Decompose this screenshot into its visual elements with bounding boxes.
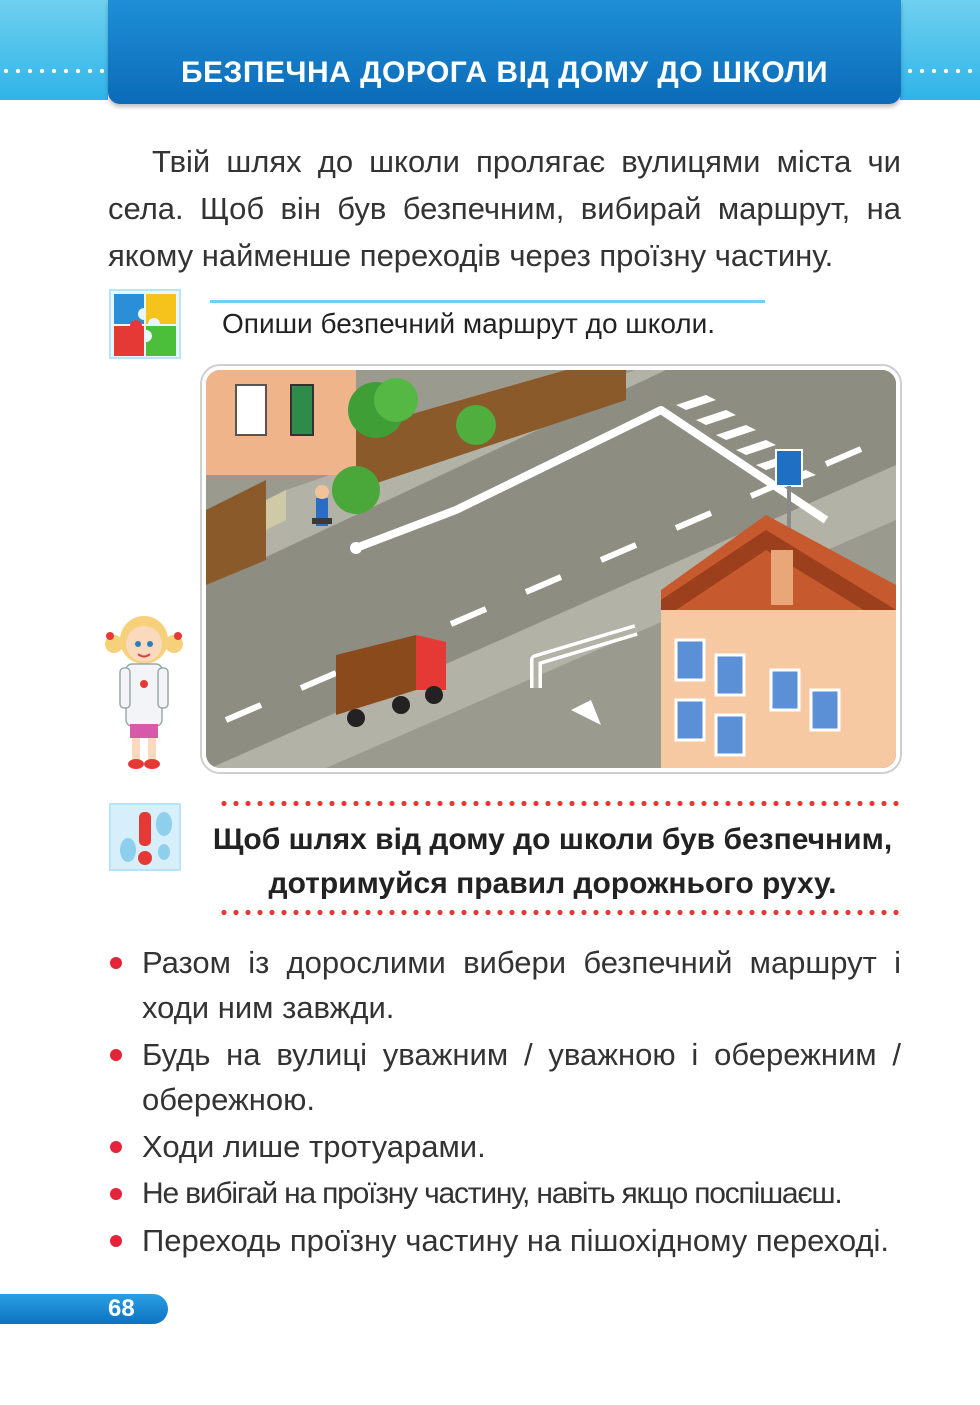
page-number: 68 — [108, 1295, 135, 1322]
bullet-dot — [110, 957, 122, 969]
band-dots-left — [0, 68, 104, 74]
top-band — [0, 0, 980, 100]
list-item: Переходь проїзну частину на пішохідному переході. — [108, 1218, 901, 1263]
list-item: Не вибігай на проїзну частину, навіть якщо поспішаєш. — [108, 1171, 901, 1216]
list-item: Будь на вулиці уважним / уважною і обережним / обережною. — [108, 1032, 901, 1122]
intro-paragraph: Твій шлях до школи пролягає вулицями міста чи села. Щоб він був безпечним, вибирай маршрут, на якому найменше переходів через проїзну частину. — [108, 144, 901, 273]
task-divider — [210, 300, 765, 303]
exclamation-footprints-icon — [108, 802, 182, 872]
rule-text: Щоб шлях від дому до школи був безпечним, дотримуйся правил дорожнього руху. — [212, 823, 893, 900]
page-title: БЕЗПЕЧНА ДОРОГА ВІД ДОМУ ДО ШКОЛИ — [180, 56, 829, 89]
page-number-tab — [0, 1294, 168, 1324]
bullet-dot — [110, 1141, 122, 1153]
rule-dots-bottom — [218, 909, 901, 916]
rules-list — [108, 940, 901, 1265]
task-text: Опиши безпечний маршрут до школи. — [222, 308, 716, 339]
rule-dots-top — [218, 800, 901, 807]
girl-character — [100, 604, 188, 774]
band-left — [0, 0, 108, 100]
band-right — [900, 0, 980, 100]
bullet-dot — [110, 1188, 122, 1200]
bullet-dot — [110, 1049, 122, 1061]
title-bar — [108, 0, 901, 104]
street-scene-illustration — [202, 366, 900, 772]
band-dots-right — [904, 68, 980, 74]
list-item: Разом із дорослими вибери безпечний маршрут і ходи ним завжди. — [108, 940, 901, 1030]
bullet-dot — [110, 1235, 122, 1247]
puzzle-icon — [108, 288, 182, 360]
list-item: Ходи лише тротуарами. — [108, 1124, 901, 1169]
